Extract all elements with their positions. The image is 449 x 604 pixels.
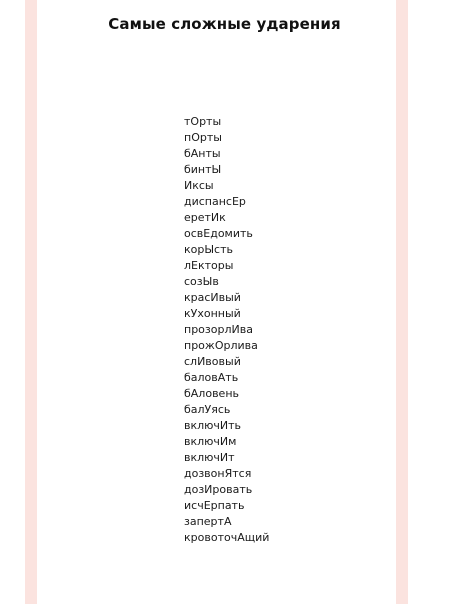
list-item: включИть — [184, 419, 242, 432]
list-item: бАловень — [184, 387, 239, 400]
list-item: прожОрлива — [184, 339, 258, 352]
list-item: тОрты — [184, 115, 222, 128]
list-item: созЫв — [184, 275, 219, 288]
list-item: включИт — [184, 451, 235, 464]
list-item: лЕкторы — [184, 259, 234, 272]
list-item: кровоточАщий — [184, 531, 270, 544]
list-item: баловАть — [184, 371, 239, 384]
list-item: бинтЫ — [184, 163, 222, 176]
list-item: пОрты — [184, 131, 222, 144]
page-title: Самые сложные ударения — [108, 15, 341, 33]
list-item: диспансЕр — [184, 195, 246, 208]
list-item: освЕдомить — [184, 227, 253, 240]
list-item: еретИк — [184, 211, 226, 224]
list-item: исчЕрпать — [184, 499, 245, 512]
list-item: кУхонный — [184, 307, 241, 320]
list-item: дозИровать — [184, 483, 253, 496]
list-item: включИм — [184, 435, 237, 448]
list-item: красИвый — [184, 291, 241, 304]
list-item: слИвовый — [184, 355, 241, 368]
word-list — [184, 114, 269, 546]
list-item: Иксы — [184, 179, 214, 192]
list-item: дозвонЯтся — [184, 467, 252, 480]
list-item: бАнты — [184, 147, 221, 160]
list-item: балУясь — [184, 403, 231, 416]
list-item: прозорлИва — [184, 323, 253, 336]
list-item: запертА — [184, 515, 232, 528]
list-item: корЫсть — [184, 243, 234, 256]
